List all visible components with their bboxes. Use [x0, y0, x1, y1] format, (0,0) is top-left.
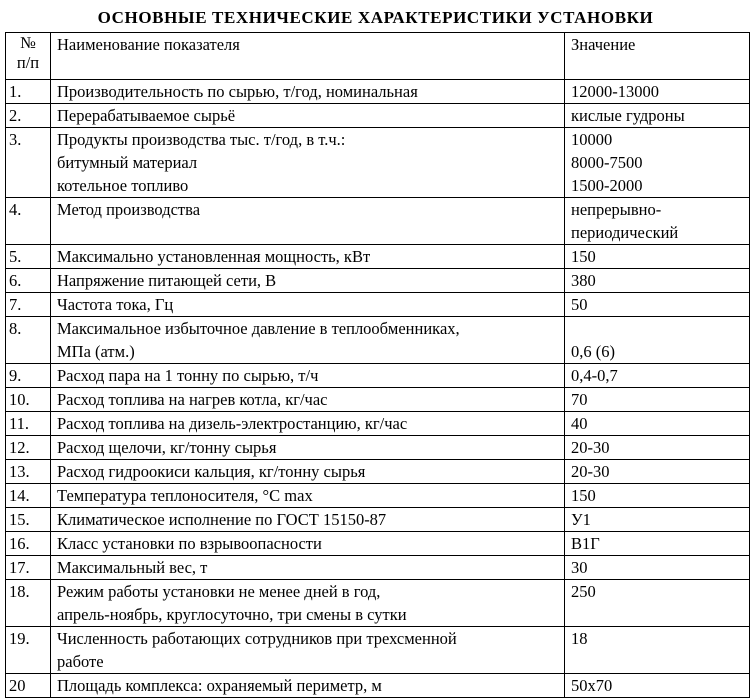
table-row [6, 317, 750, 364]
row-value [565, 460, 750, 484]
row-value [565, 436, 750, 460]
row-parameter-name [51, 460, 565, 484]
table-row [6, 293, 750, 317]
row-value [565, 484, 750, 508]
value-line: 70 [571, 390, 588, 409]
table-row [6, 532, 750, 556]
row-number: 1. [6, 80, 51, 104]
row-parameter-name [51, 364, 565, 388]
row-value [565, 293, 750, 317]
row-number: 10. [6, 388, 51, 412]
row-parameter-name [51, 556, 565, 580]
parameter-name-line: Численность работающих сотрудников при трехсменной [57, 629, 457, 648]
row-value [565, 198, 750, 245]
parameter-name-line: Температура теплоносителя, °С max [57, 486, 313, 505]
parameter-name-line: Расход гидроокиси кальция, кг/тонну сырья [57, 462, 366, 481]
table-row [6, 269, 750, 293]
header-num-line2: п/п [16, 53, 40, 72]
value-line [571, 317, 743, 340]
row-value [565, 674, 750, 698]
row-parameter-name [51, 508, 565, 532]
row-number: 20 [6, 674, 51, 698]
row-value [565, 245, 750, 269]
parameter-name-line: Максимальное избыточное давление в теплообменниках, [57, 319, 460, 338]
row-number: 15. [6, 508, 51, 532]
header-value: Значение [565, 33, 750, 80]
value-line: 40 [571, 414, 588, 433]
row-number: 19. [6, 627, 51, 674]
row-parameter-name [51, 627, 565, 674]
table-row [6, 436, 750, 460]
row-value [565, 128, 750, 198]
value-line: В1Г [571, 534, 600, 553]
row-number: 14. [6, 484, 51, 508]
row-parameter-name [51, 388, 565, 412]
row-parameter-name [51, 674, 565, 698]
row-parameter-name [51, 128, 565, 198]
row-value [565, 364, 750, 388]
row-number: 18. [6, 580, 51, 627]
parameter-name-line: котельное топливо [57, 176, 189, 195]
row-number: 5. [6, 245, 51, 269]
table-row [6, 412, 750, 436]
parameter-name-line: Продукты производства тыс. т/год, в т.ч.: [57, 130, 346, 149]
row-parameter-name [51, 80, 565, 104]
parameter-name-line: Производительность по сырью, т/год, номинальная [57, 82, 418, 101]
row-number: 3. [6, 128, 51, 198]
table-row [6, 198, 750, 245]
row-parameter-name [51, 532, 565, 556]
parameter-name-line: Напряжение питающей сети, В [57, 271, 277, 290]
row-parameter-name [51, 484, 565, 508]
value-line: 10000 [571, 130, 613, 149]
row-number: 9. [6, 364, 51, 388]
value-line: 0,6 (6) [571, 342, 615, 361]
parameter-name-line: Класс установки по взрывоопасности [57, 534, 322, 553]
value-line: 50 [571, 295, 588, 314]
parameter-name-line: МПа (атм.) [57, 342, 135, 361]
parameter-name-line: работе [57, 652, 104, 671]
row-value [565, 388, 750, 412]
value-line: периодический [571, 223, 679, 242]
row-number: 13. [6, 460, 51, 484]
parameter-name-line: Максимально установленная мощность, кВт [57, 247, 371, 266]
table-row [6, 104, 750, 128]
row-value [565, 627, 750, 674]
value-line: 8000-7500 [571, 153, 643, 172]
table-row [6, 674, 750, 698]
value-line: 150 [571, 247, 596, 266]
row-number: 16. [6, 532, 51, 556]
table-row [6, 460, 750, 484]
row-number: 8. [6, 317, 51, 364]
document-title: ОСНОВНЫЕ ТЕХНИЧЕСКИЕ ХАРАКТЕРИСТИКИ УСТАНОВКИ [97, 8, 654, 27]
parameter-name-line: Частота тока, Гц [57, 295, 174, 314]
value-line: 380 [571, 271, 596, 290]
value-line: 0,4-0,7 [571, 366, 618, 385]
parameter-name-line: Площадь комплекса: охраняемый периметр, м [57, 676, 382, 695]
row-parameter-name [51, 317, 565, 364]
value-line: 20-30 [571, 462, 610, 481]
row-number: 17. [6, 556, 51, 580]
parameter-name-line: битумный материал [57, 153, 198, 172]
parameter-name-line: апрель-ноябрь, круглосуточно, три смены в сутки [57, 605, 407, 624]
row-value [565, 269, 750, 293]
parameter-name-line: Расход топлива на нагрев котла, кг/час [57, 390, 328, 409]
row-parameter-name [51, 245, 565, 269]
table-row [6, 580, 750, 627]
row-value [565, 556, 750, 580]
row-value [565, 80, 750, 104]
parameter-name-line: Расход топлива на дизель-электростанцию, кг/час [57, 414, 408, 433]
row-number: 4. [6, 198, 51, 245]
parameter-name-line: Перерабатываемое сырьё [57, 106, 236, 125]
row-number: 6. [6, 269, 51, 293]
spec-table [5, 32, 750, 698]
table-row [6, 508, 750, 532]
header-name: Наименование показателя [51, 33, 565, 80]
row-value [565, 412, 750, 436]
row-value [565, 317, 750, 364]
value-line: У1 [571, 510, 591, 529]
row-parameter-name [51, 580, 565, 627]
row-number: 12. [6, 436, 51, 460]
value-line: 18 [571, 629, 588, 648]
value-line: 20-30 [571, 438, 610, 457]
table-row [6, 484, 750, 508]
row-parameter-name [51, 104, 565, 128]
value-line: 150 [571, 486, 596, 505]
row-value [565, 580, 750, 627]
parameter-name-line: Расход пара на 1 тонну по сырью, т/ч [57, 366, 319, 385]
value-line: непрерывно- [571, 200, 662, 219]
value-line: 50x70 [571, 676, 613, 695]
row-value [565, 104, 750, 128]
row-value [565, 532, 750, 556]
row-parameter-name [51, 412, 565, 436]
table-row [6, 245, 750, 269]
value-line: 1500-2000 [571, 176, 643, 195]
table-row [6, 80, 750, 104]
header-num-line1: № [20, 33, 36, 52]
value-line: 30 [571, 558, 588, 577]
table-row [6, 627, 750, 674]
row-parameter-name [51, 198, 565, 245]
table-header-row [6, 33, 750, 80]
row-parameter-name [51, 293, 565, 317]
parameter-name-line: Режим работы установки не менее дней в год, [57, 582, 381, 601]
row-number: 7. [6, 293, 51, 317]
header-num [6, 33, 51, 80]
parameter-name-line: Метод производства [57, 200, 201, 219]
row-value [565, 508, 750, 532]
row-parameter-name [51, 269, 565, 293]
row-parameter-name [51, 436, 565, 460]
value-line: кислые гудроны [571, 106, 685, 125]
row-number: 11. [6, 412, 51, 436]
parameter-name-line: Климатическое исполнение по ГОСТ 15150-87 [57, 510, 387, 529]
parameter-name-line: Расход щелочи, кг/тонну сырья [57, 438, 277, 457]
parameter-name-line: Максимальный вес, т [57, 558, 208, 577]
table-row [6, 388, 750, 412]
table-row [6, 128, 750, 198]
table-row [6, 556, 750, 580]
value-line: 250 [571, 582, 596, 601]
table-row [6, 364, 750, 388]
row-number: 2. [6, 104, 51, 128]
value-line: 12000-13000 [571, 82, 659, 101]
